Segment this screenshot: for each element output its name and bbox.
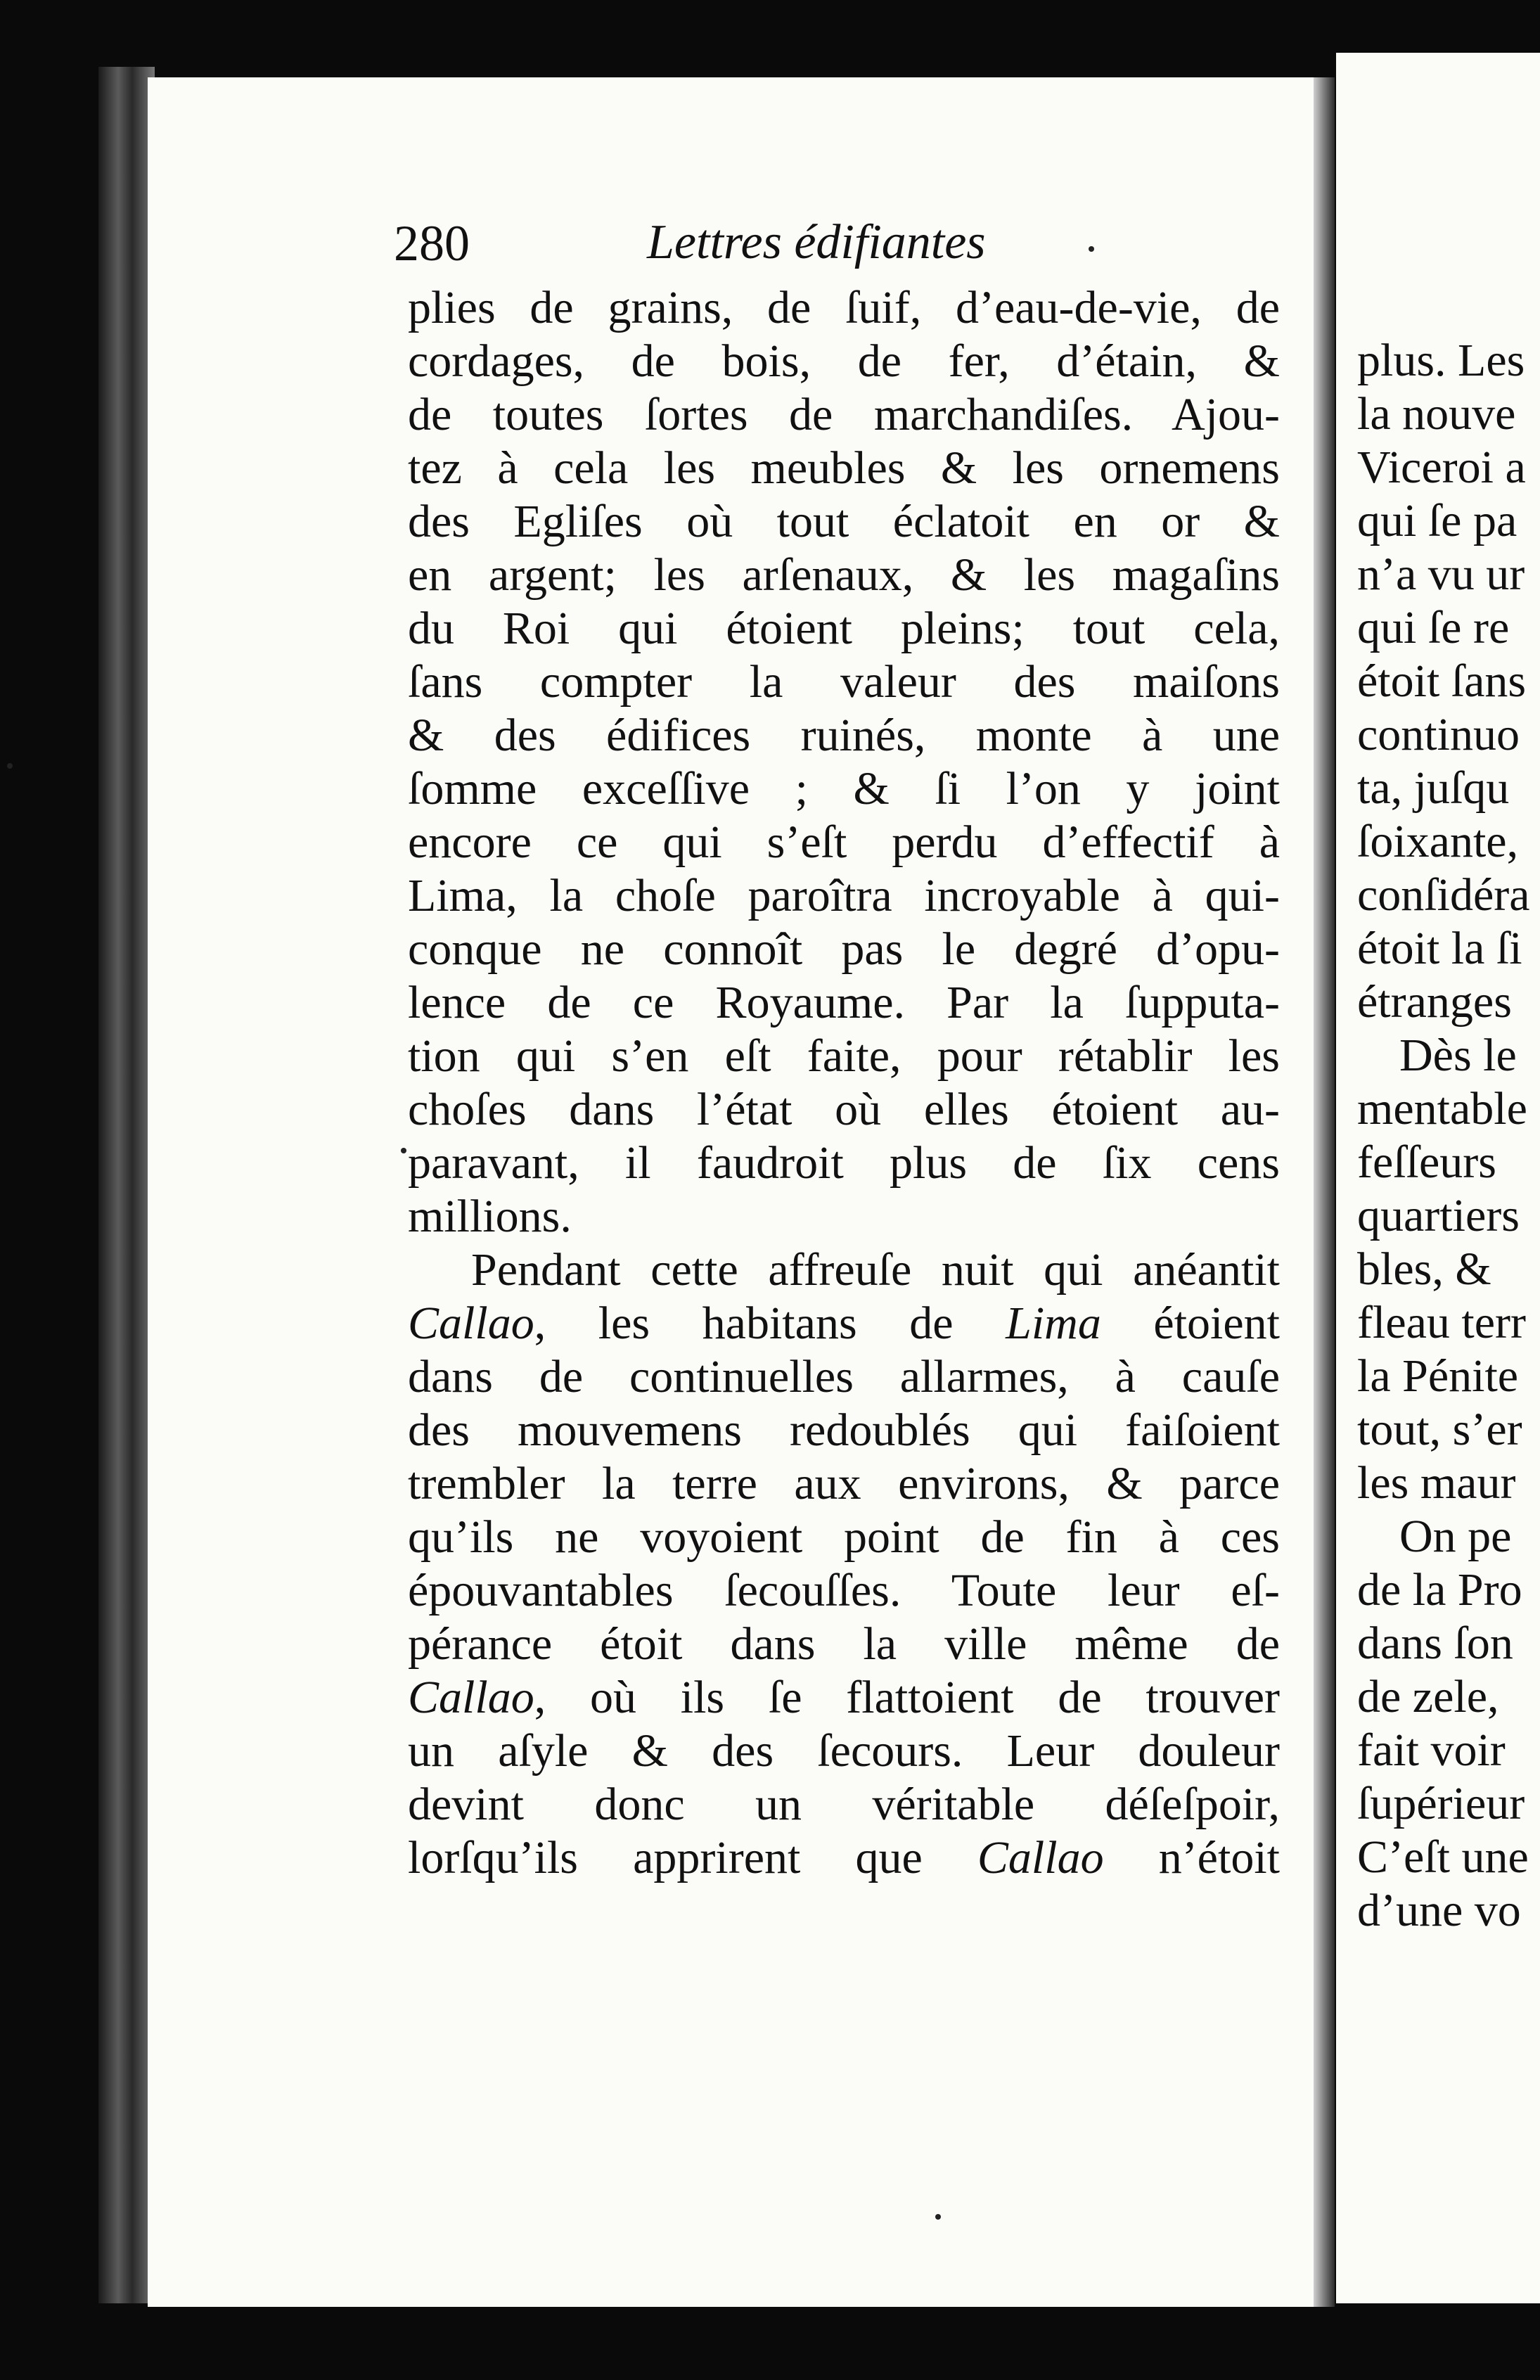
text-line: les maur	[1357, 1457, 1516, 1509]
text-line: dans ſon	[1357, 1618, 1513, 1669]
text-line: de zele,	[1357, 1671, 1499, 1722]
text-line: mentable	[1357, 1083, 1527, 1134]
text-line: paravant, il faudroit plus de ſix cens	[408, 1137, 1280, 1189]
text-line: fait voir	[1357, 1725, 1506, 1776]
text-line: plus. Les	[1357, 335, 1525, 386]
running-title: Lettres édifiantes	[647, 215, 986, 269]
text-line: de la Pro	[1357, 1564, 1522, 1616]
italic-place-name: Callao	[977, 1832, 1104, 1883]
ink-speck	[7, 763, 13, 769]
text-line: dans de continuelles allarmes, à cauſe	[408, 1351, 1280, 1402]
text-line: millions.	[408, 1191, 572, 1242]
text-line: ſupérieur	[1357, 1778, 1525, 1829]
text-line: étoit ſans	[1357, 655, 1527, 707]
text-line: trembler la terre aux environs, & parce	[408, 1458, 1280, 1509]
text-line: tion qui s’en eſt faite, pour rétablir les	[408, 1030, 1280, 1082]
text-line: épouvantables ſecouſſes. Toute leur eſ-	[408, 1565, 1280, 1616]
text-line: la nouve	[1357, 388, 1516, 440]
italic-place-name: Callao	[408, 1672, 534, 1723]
text-line: bles, &	[1357, 1243, 1491, 1295]
text-line: ſoixante,	[1357, 816, 1519, 867]
italic-place-name: Lima	[1006, 1298, 1101, 1349]
text-line: d’une vo	[1357, 1885, 1521, 1936]
text-line: tout, s’er	[1357, 1404, 1522, 1455]
text-line: n’a vu ur	[1357, 549, 1525, 600]
text-line: du Roi qui étoient pleins; tout cela,	[408, 603, 1280, 654]
text-line: Dès le	[1399, 1030, 1517, 1081]
text-line: la Pénite	[1357, 1350, 1519, 1402]
text-span: , les habitans de	[534, 1298, 954, 1349]
page-number: 280	[394, 215, 470, 271]
text-line: étranges	[1357, 976, 1512, 1028]
text-line: qui ſe re	[1357, 602, 1510, 653]
text-line: Viceroi a	[1357, 442, 1526, 493]
text-line: C’eſt une	[1357, 1831, 1529, 1883]
text-span: n’étoit	[1158, 1832, 1280, 1883]
text-line: tez à cela les meubles & les ornemens	[408, 442, 1280, 494]
text-line: lence de ce Royaume. Par la ſupputa-	[408, 977, 1280, 1028]
text-line: plies de grains, de ſuif, d’eau-de-vie, de	[408, 282, 1280, 333]
text-line: encore ce qui s’eſt perdu d’effectif à	[408, 817, 1280, 868]
text-line: feſſeurs	[1357, 1137, 1496, 1188]
text-line: un aſyle & des ſecours. Leur douleur	[408, 1725, 1280, 1777]
text-line: des mouvemens redoublés qui faiſoient	[408, 1405, 1280, 1456]
text-span: étoient	[1153, 1298, 1281, 1349]
text-span: , où ils ſe flattoient de trouver	[534, 1672, 1280, 1723]
text-line: devint donc un véritable déſeſpoir,	[408, 1779, 1280, 1830]
text-line: pérance étoit dans la ville même de	[408, 1618, 1280, 1670]
text-line: ta, juſqu	[1357, 762, 1510, 814]
text-line: Pendant cette affreuſe nuit qui anéantit	[471, 1244, 1280, 1295]
text-line: continuo	[1357, 709, 1520, 760]
text-line: ſans compter la valeur des maiſons	[408, 656, 1280, 708]
text-line: & des édifices ruinés, monte à une	[408, 710, 1280, 761]
text-line: On pe	[1399, 1511, 1512, 1562]
text-span: lorſqu’ils apprirent que	[408, 1832, 923, 1883]
text-line: Lima, la choſe paroîtra incroyable à qui-	[408, 870, 1280, 921]
text-line: cordages, de bois, de fer, d’étain, &	[408, 335, 1280, 387]
text-line: des Egliſes où tout éclatoit en or &	[408, 496, 1280, 547]
text-line: en argent; les arſenaux, & les magaſins	[408, 549, 1280, 601]
text-line: ſomme exceſſive ; & ſi l’on y joint	[408, 763, 1280, 814]
italic-place-name: Callao	[408, 1298, 534, 1349]
ink-speck	[1089, 246, 1094, 252]
text-line: qu’ils ne voyoient point de fin à ces	[408, 1511, 1280, 1563]
text-line: de toutes ſortes de marchandiſes. Ajou-	[408, 389, 1280, 440]
text-line: étoit la ſi	[1357, 923, 1522, 974]
text-line: conque ne connoît pas le degré d’opu-	[408, 923, 1280, 975]
text-line: quartiers	[1357, 1190, 1520, 1241]
ink-speck	[935, 2214, 941, 2220]
text-line: fleau terr	[1357, 1297, 1526, 1348]
ink-speck	[401, 1148, 406, 1153]
text-line: choſes dans l’état où elles étoient au-	[408, 1084, 1280, 1135]
text-line: conſidéra	[1357, 869, 1530, 921]
text-line: qui ſe pa	[1357, 495, 1517, 546]
